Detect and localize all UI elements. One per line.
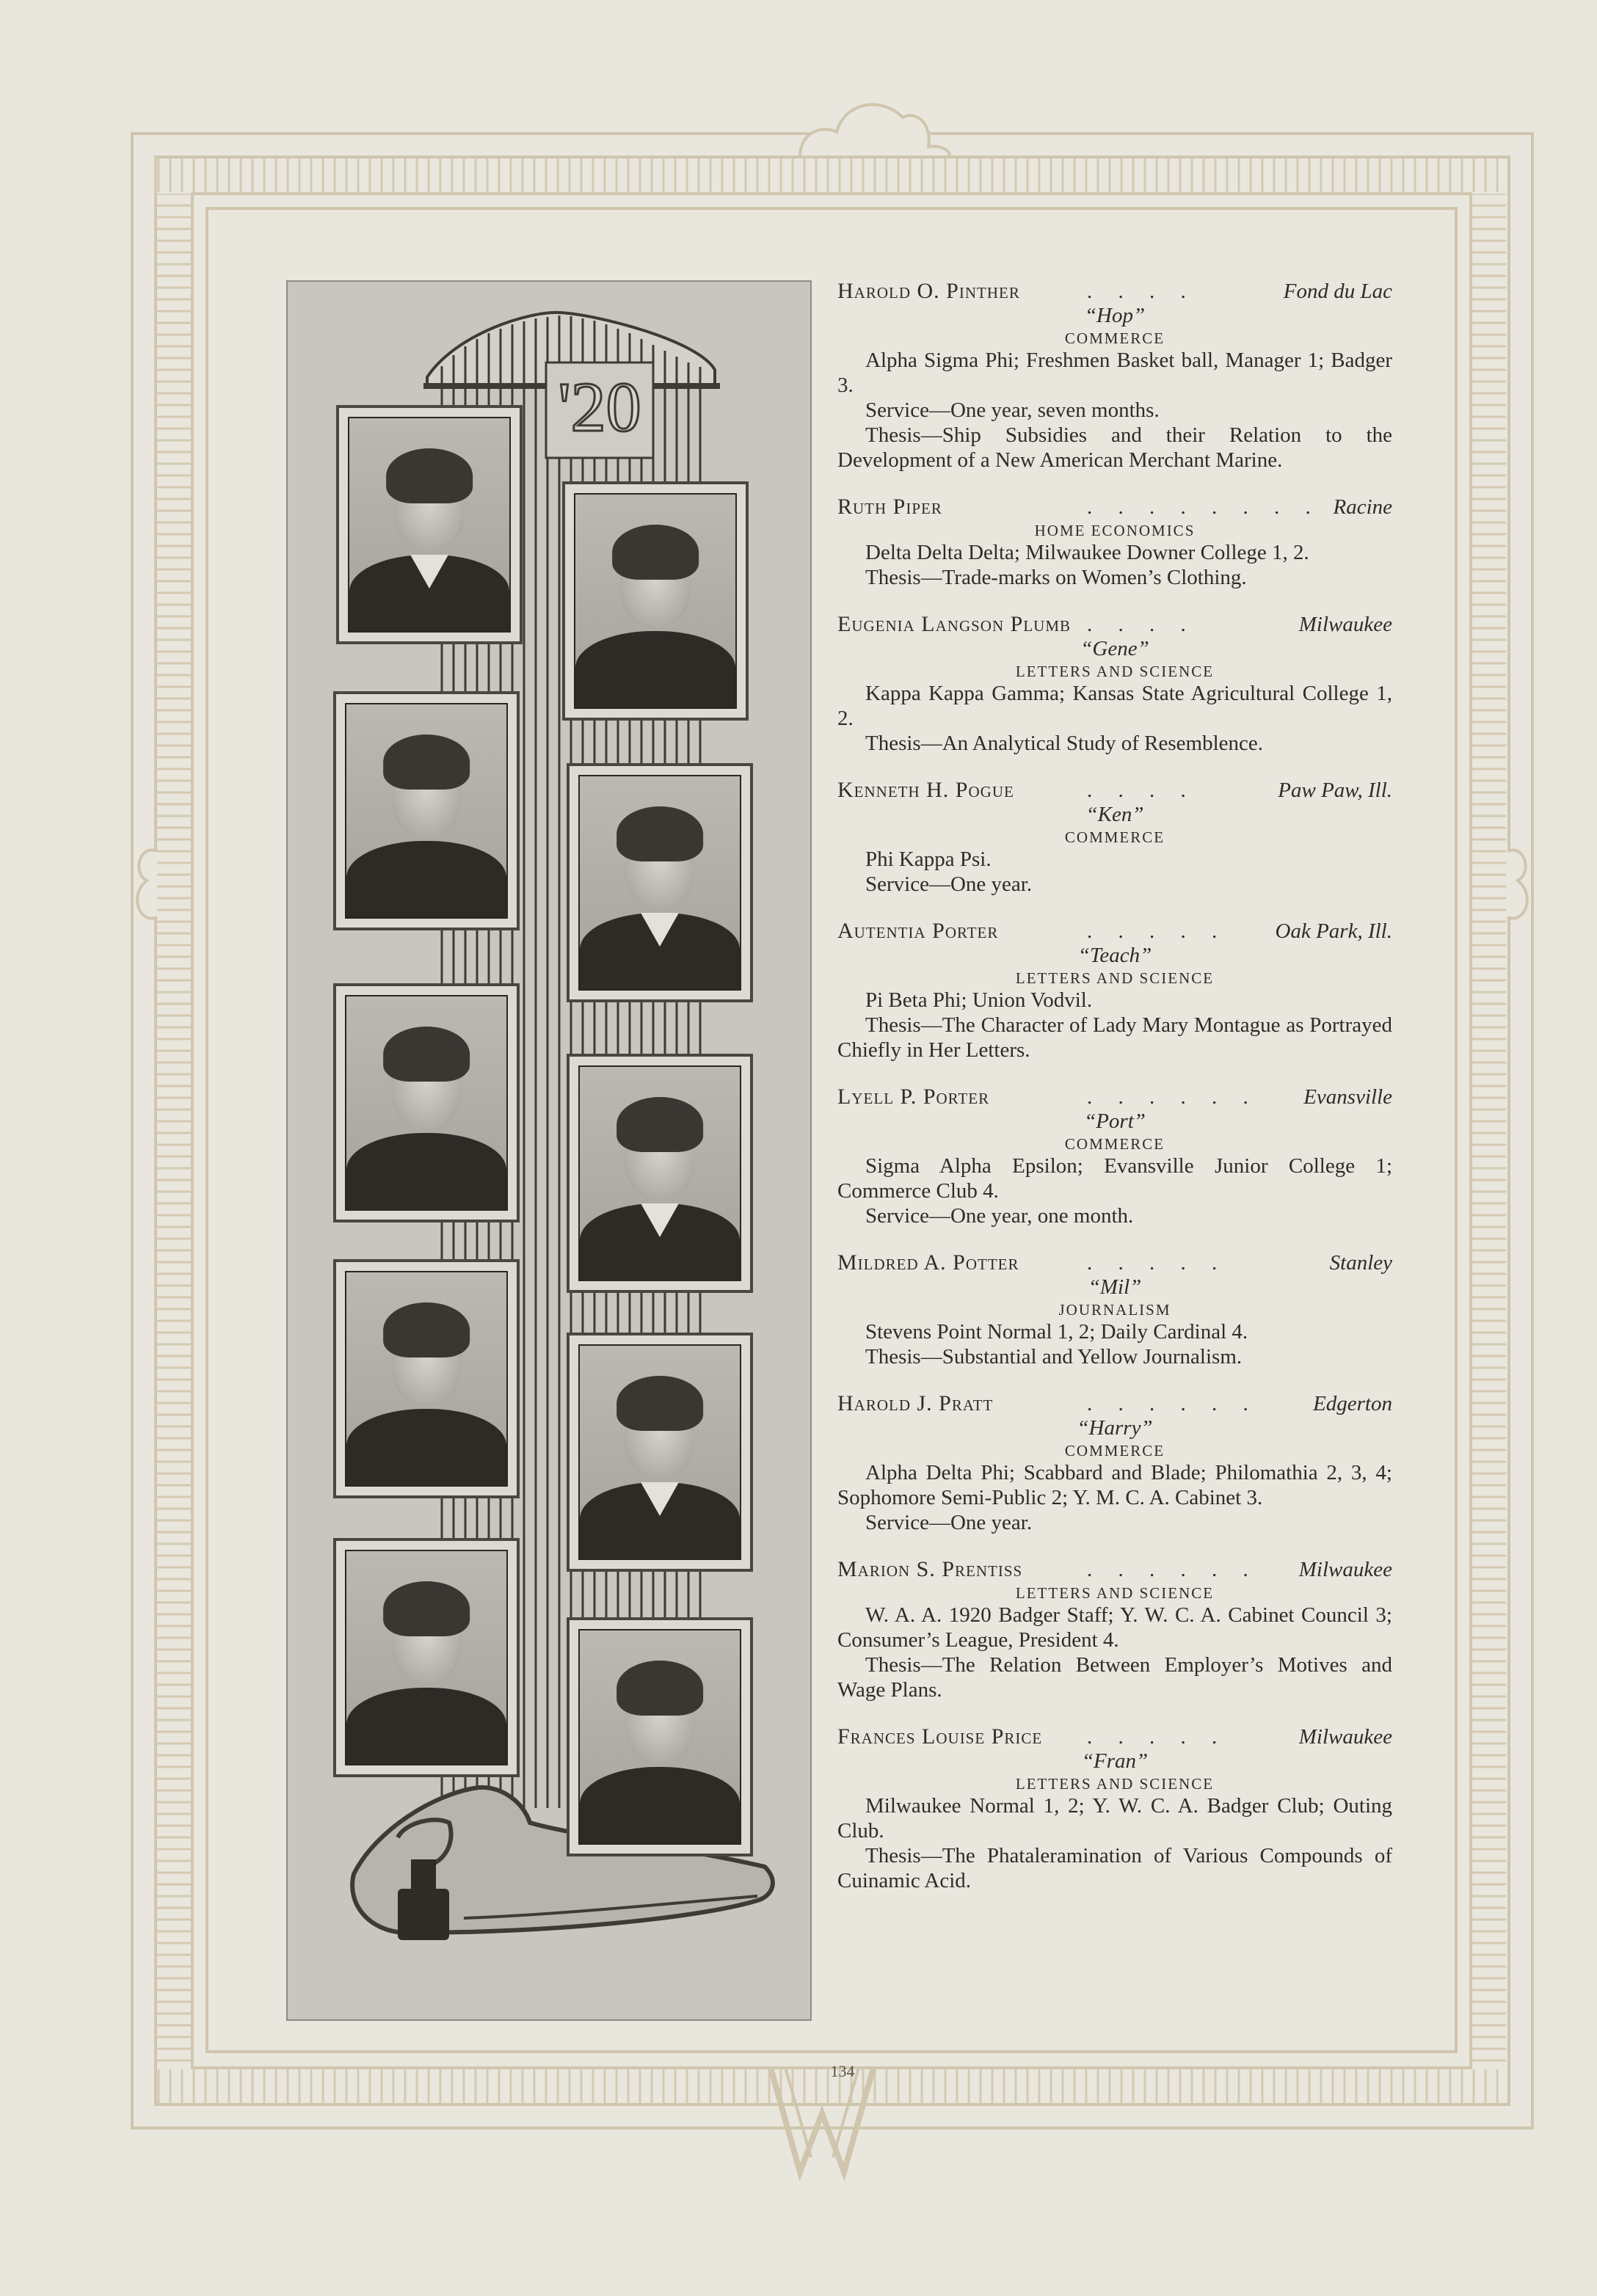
senior-entry [837,612,1392,756]
nickname: “Port” [1084,1109,1146,1133]
student-name: Harold O. Pinther [837,279,1020,303]
portrait-frame [567,1333,753,1572]
leader-dots: . . . . . [1087,919,1228,943]
portrait-frame [333,1538,520,1777]
course-of-study: COMMERCE [1064,828,1165,846]
leader-dots: . . . . . [1087,1725,1228,1749]
student-name: Eugenia Langson Plumb [837,612,1071,636]
detail-line: Thesis—An Analytical Study of Resemblence. [865,732,1264,755]
hometown: Paw Paw, Ill. [1278,779,1392,802]
senior-entry [837,495,1392,590]
leader-dots: . . . . . . [1087,1558,1259,1581]
hometown: Milwaukee [1298,613,1392,636]
nickname: “Gene” [1080,637,1149,660]
entry-heading [837,1250,1392,1275]
hometown: Oak Park, Ill. [1275,919,1392,943]
course-of-study: LETTERS AND SCIENCE [1015,969,1215,987]
portrait-frame [567,763,753,1002]
nickname: “Hop” [1084,304,1146,327]
detail-line: Thesis—The Phataleramination of Various Compounds of Cuinamic Acid. [837,1844,1392,1892]
course-of-study: COMMERCE [1064,329,1165,347]
hometown: Evansville [1303,1085,1392,1109]
hometown: Stanley [1329,1251,1392,1275]
course-of-study: LETTERS AND SCIENCE [1015,1775,1215,1793]
detail-line: Service—One year, one month. [865,1204,1134,1228]
entry-heading [837,919,1392,944]
page-number: 134 [830,2062,855,2080]
activities-line: Delta Delta Delta; Milwaukee Downer College 1, 2. [865,541,1309,564]
detail-line: Service—One year. [865,1511,1033,1534]
portrait-photo [574,493,737,709]
portrait-photo [578,1344,741,1560]
nickname: “Ken” [1085,803,1144,826]
detail-line: Thesis—Trade-marks on Women’s Clothing. [865,566,1247,589]
activities-line: Phi Kappa Psi. [865,848,992,871]
portrait-photo [345,1271,508,1487]
portrait-photo [345,1550,508,1765]
leader-dots: . . . . . [1087,1251,1228,1275]
entry-heading [837,1724,1392,1749]
student-name: Lyell P. Porter [837,1085,990,1109]
leader-dots: . . . . [1087,613,1196,636]
nickname: “Mil” [1088,1275,1142,1299]
student-name: Ruth Piper [837,495,942,519]
course-of-study: LETTERS AND SCIENCE [1015,663,1215,680]
activities-line: Sigma Alpha Epsilon; Evansville Junior College 1; Commerce Club 4. [837,1154,1392,1203]
student-name: Autentia Porter [837,919,999,943]
portrait-panel [286,280,812,2021]
detail-line: Thesis—The Character of Lady Mary Montague as Portrayed Chiefly in Her Letters. [837,1013,1392,1062]
entry-heading [837,1557,1392,1582]
course-of-study: JOURNALISM [1058,1301,1171,1319]
portrait-frame [333,691,520,930]
activities-line: W. A. A. 1920 Badger Staff; Y. W. C. A. Cabinet Council 3; Consumer’s League, President 4. [837,1603,1392,1652]
nickname: “Teach” [1077,944,1152,967]
senior-entry [837,919,1392,1063]
activities-line: Stevens Point Normal 1, 2; Daily Cardinal 4. [865,1320,1248,1344]
hometown: Milwaukee [1298,1558,1392,1581]
senior-entry [837,1085,1392,1228]
course-of-study: LETTERS AND SCIENCE [1015,1584,1215,1602]
portrait-frame [567,1054,753,1293]
activities-line: Pi Beta Phi; Union Vodvil. [865,988,1093,1012]
entry-heading [837,612,1392,637]
senior-entry [837,279,1392,473]
activities-line: Alpha Delta Phi; Scabbard and Blade; Philomathia 2, 3, 4; Sophomore Semi-Public 2; Y. M. C. A. Cabinet 3. [837,1461,1392,1509]
senior-entry [837,1557,1392,1702]
student-name: Marion S. Prentiss [837,1557,1023,1581]
senior-entries [837,279,1392,1915]
leader-dots: . . . . . . [1087,1085,1259,1109]
activities-line: Milwaukee Normal 1, 2; Y. W. C. A. Badger Club; Outing Club. [837,1794,1392,1843]
entry-heading [837,495,1392,520]
portrait-photo [578,775,741,991]
hometown: Racine [1333,495,1392,519]
activities-line: Kappa Kappa Gamma; Kansas State Agricultural College 1, 2. [837,682,1392,730]
detail-line: Service—One year, seven months. [865,398,1160,422]
detail-line: Thesis—Ship Subsidies and their Relation to the Development of a New American Merchant Marine. [837,423,1392,472]
entry-heading [837,1391,1392,1416]
student-name: Harold J. Pratt [837,1391,994,1415]
entry-heading [837,279,1392,304]
senior-entry [837,1250,1392,1369]
senior-entry [837,1391,1392,1535]
portrait-photo [345,995,508,1211]
leader-dots: . . . . [1087,779,1196,802]
portrait-frame [562,481,749,721]
year-label: '20 [558,368,641,446]
leader-dots: . . . . . . . . [1087,495,1321,519]
nickname: “Fran” [1081,1749,1149,1773]
leader-dots: . . . . . . [1087,1392,1259,1415]
portrait-photo [348,417,511,633]
portrait-frame [333,1259,520,1498]
portrait-photo [578,1065,741,1281]
detail-line: Thesis—The Relation Between Employer’s Motives and Wage Plans. [837,1653,1392,1702]
entry-heading [837,778,1392,803]
course-of-study: COMMERCE [1064,1135,1165,1153]
detail-line: Service—One year. [865,872,1033,896]
portrait-photo [578,1629,741,1845]
portrait-photo [345,703,508,919]
course-of-study: HOME ECONOMICS [1034,522,1196,539]
student-name: Mildred A. Potter [837,1250,1019,1275]
student-name: Frances Louise Price [837,1724,1043,1749]
senior-entry [837,778,1392,897]
activities-line: Alpha Sigma Phi; Freshmen Basket ball, Manager 1; Badger 3. [837,349,1392,397]
portrait-frame [567,1617,753,1856]
portrait-frame [333,983,520,1222]
senior-entry [837,1724,1392,1893]
hometown: Fond du Lac [1283,280,1392,303]
detail-line: Thesis—Substantial and Yellow Journalism. [865,1345,1243,1369]
student-name: Kenneth H. Pogue [837,778,1014,802]
hometown: Milwaukee [1298,1725,1392,1749]
hometown: Edgerton [1313,1392,1392,1415]
leader-dots: . . . . [1087,280,1196,303]
course-of-study: COMMERCE [1064,1442,1165,1459]
entry-heading [837,1085,1392,1109]
nickname: “Harry” [1077,1416,1153,1440]
portrait-frame [336,405,523,644]
